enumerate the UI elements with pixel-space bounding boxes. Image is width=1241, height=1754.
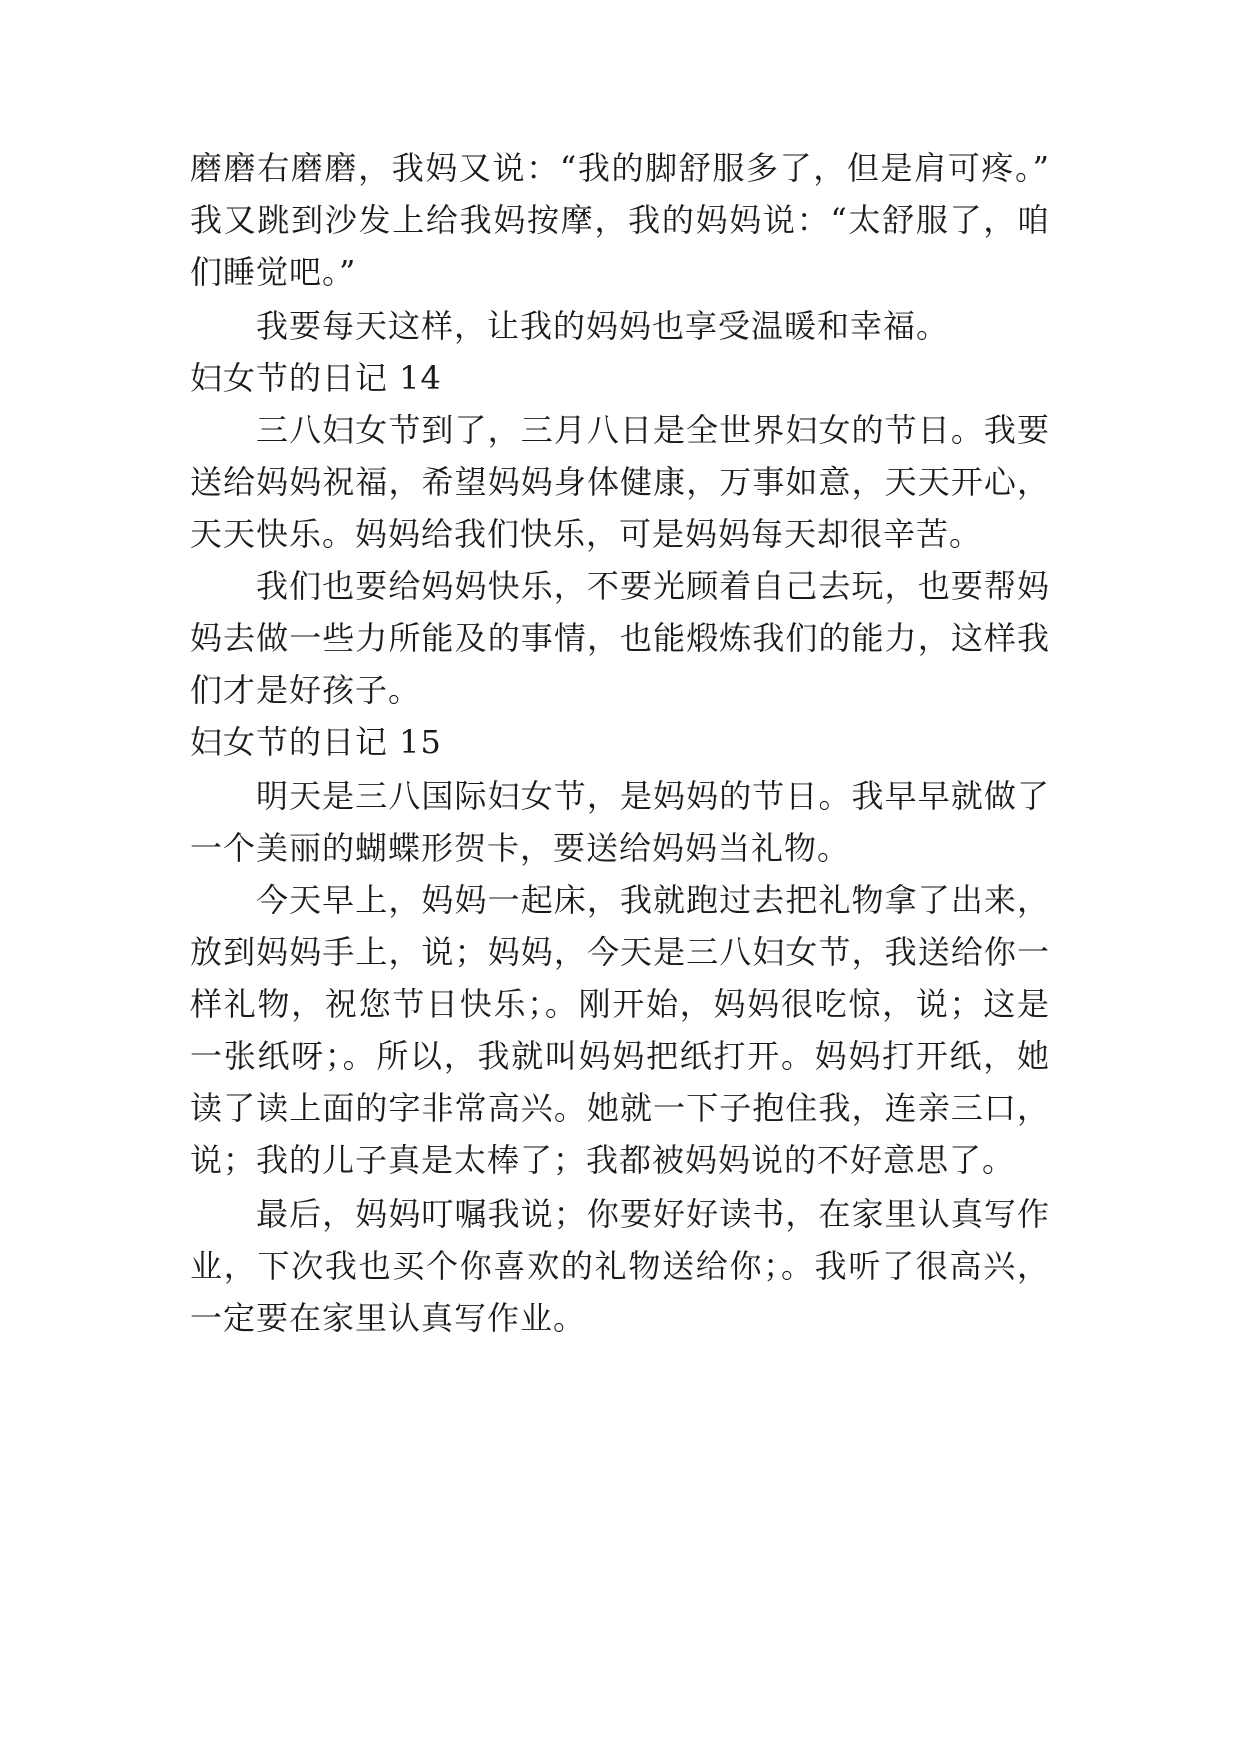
paragraph-line: 样礼物，祝您节日快乐；。刚开始，妈妈很吃惊，说；这是 — [190, 985, 1050, 1023]
paragraph-line: 我又跳到沙发上给我妈按摩，我的妈妈说：“太舒服了，咱 — [190, 201, 1050, 239]
section-heading: 妇女节的日记 14 — [190, 359, 442, 397]
section-heading: 妇女节的日记 15 — [190, 723, 442, 761]
paragraph-line: 我们也要给妈妈快乐，不要光顾着自己去玩，也要帮妈 — [256, 567, 1050, 605]
paragraph-line: 业，下次我也买个你喜欢的礼物送给你；。我听了很高兴， — [190, 1247, 1050, 1285]
paragraph-line: 放到妈妈手上，说；妈妈，今天是三八妇女节，我送给你一 — [190, 933, 1050, 971]
paragraph-line: 妈去做一些力所能及的事情，也能煅炼我们的能力，这样我 — [190, 619, 1050, 657]
paragraph-line: 说；我的儿子真是太棒了；我都被妈妈说的不好意思了。 — [190, 1141, 1016, 1179]
paragraph-line: 今天早上，妈妈一起床，我就跑过去把礼物拿了出来， — [256, 881, 1050, 919]
paragraph-line: 磨磨右磨磨，我妈又说：“我的脚舒服多了，但是肩可疼。” — [190, 149, 1050, 187]
paragraph-line: 三八妇女节到了，三月八日是全世界妇女的节日。我要 — [256, 411, 1050, 449]
paragraph-line: 一定要在家里认真写作业。 — [190, 1299, 587, 1337]
paragraph-line: 们睡觉吧。” — [190, 253, 357, 291]
paragraph-line: 明天是三八国际妇女节，是妈妈的节日。我早早就做了 — [256, 777, 1050, 815]
paragraph-line: 一张纸呀；。所以，我就叫妈妈把纸打开。妈妈打开纸，她 — [190, 1037, 1050, 1075]
paragraph-line: 送给妈妈祝福，希望妈妈身体健康，万事如意，天天开心， — [190, 463, 1050, 501]
paragraph-line: 读了读上面的字非常高兴。她就一下子抱住我，连亲三口， — [190, 1089, 1050, 1127]
paragraph-line: 最后，妈妈叮嘱我说；你要好好读书，在家里认真写作 — [256, 1195, 1050, 1233]
paragraph-line: 们才是好孩子。 — [190, 671, 422, 709]
paragraph-line: 一个美丽的蝴蝶形贺卡，要送给妈妈当礼物。 — [190, 829, 851, 867]
paragraph-line: 我要每天这样，让我的妈妈也享受温暖和幸福。 — [256, 307, 950, 345]
paragraph-line: 天天快乐。妈妈给我们快乐，可是妈妈每天却很辛苦。 — [190, 515, 983, 553]
